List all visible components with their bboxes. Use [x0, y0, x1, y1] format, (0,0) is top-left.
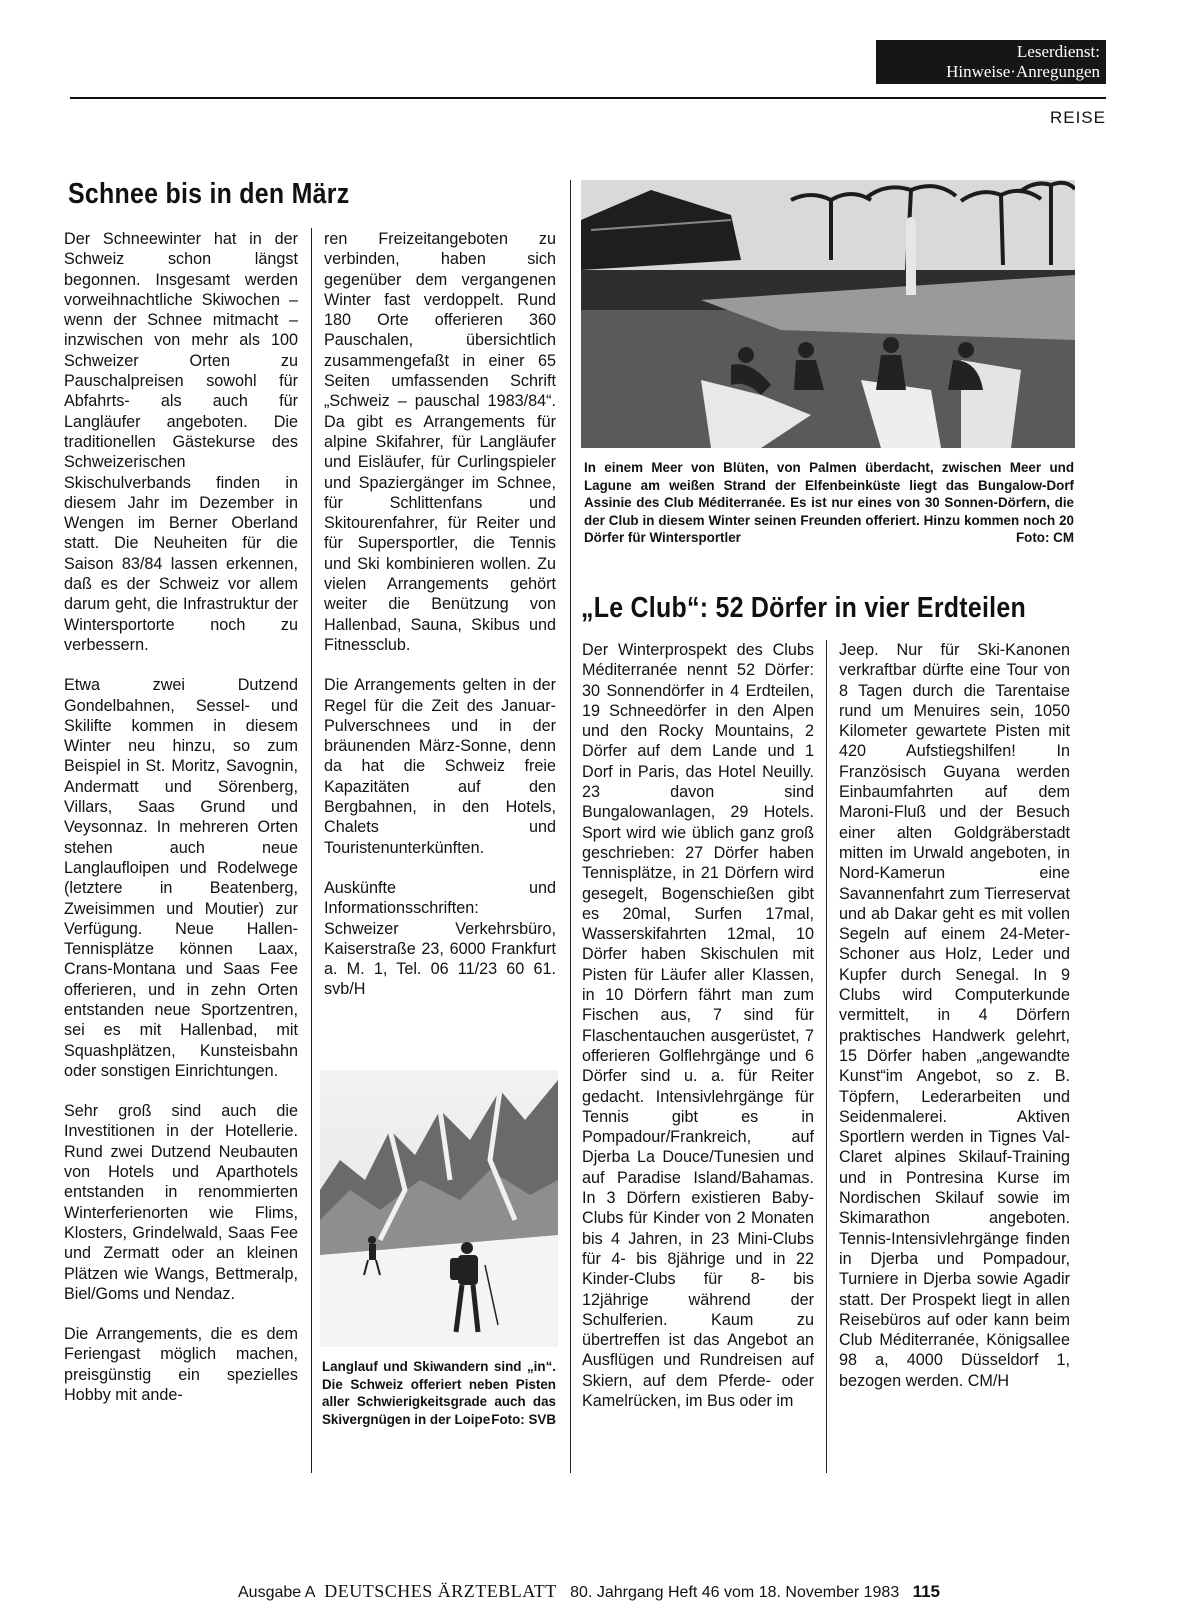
article1-paragraph: Der Schneewinter hat in der Schweiz schon längst begonnen. Insgesamt werden vorweihnachtliche Skiwochen – wenn der Schnee mitmacht – inzwischen von mehr als 100 Schweizer Orten zu Pauschalpreisen sowohl für Abfahrts- als auch für Langläufer angeboten. Die traditionellen Gästekurse des Schweizerischen Skischulverbands finden in diesem Jahr im Dezember in Wengen im Berner Oberland statt. Die Neuheiten für die Saison 83/84 lassen erkennen, daß es der Schweiz vor allem darum geht, die Infrastruktur der Wintersportorte noch zu verbessern.	[64, 230, 298, 654]
article1-paragraph: ren Freizeitangeboten zu verbinden, haben sich gegenüber dem vergangenen Winter fast verdoppelt. Rund 180 Orte offerieren 360 Pauschalen, übersichtlich zusammengefaßt in einer 65 Seiten umfassenden Schrift „Schweiz – pauschal 1983/84“. Da gibt es Arrangements für alpine Skifahrer, für Langläufer und Eisläufer, für Curlingspieler und Spaziergänger im Schnee, für Schlittenfans und Skitourenfahrer, für Reiter und für Supersportler, die Tennis und Ski kombinieren wollen. Zu vielen Arrangements gehört weiter die Benützung von Hallenbad, Sauna, Skibus und Fitnessclub.	[324, 230, 556, 654]
article1-column-2	[324, 229, 556, 1000]
ski-photo-caption-text: Langlauf und Skiwandern sind „in“. Die Schweiz offeriert neben Pisten aller Schwierigkeitsgrade auch das Skivergnügen in der Loipe	[322, 1359, 556, 1427]
club-photo-caption	[584, 459, 1074, 547]
article1-title: Schnee bis in den März	[68, 178, 350, 210]
footer-edition: Ausgabe A	[238, 1584, 316, 1601]
article2-column-1	[582, 640, 814, 1411]
section-label: REISE	[1049, 108, 1106, 127]
footer-issue: 80. Jahrgang Heft 46 vom 18. November 1983	[570, 1584, 900, 1601]
page-footer	[238, 1581, 940, 1602]
article1-paragraph: Auskünfte und Informationsschriften: Schweizer Verkehrsbüro, Kaiserstraße 23, 6000 Frankfurt a. M. 1, Tel. 06 11/23 60 61. svb/H	[324, 878, 556, 999]
article1-paragraph: Die Arrangements, die es dem Feriengast möglich machen, preisgünstig ein spezielles Hobby mit ande-	[64, 1325, 298, 1405]
article1-paragraph: Etwa zwei Dutzend Gondelbahnen, Sessel- und Skilifte kommen in diesem Winter neu hinzu, so zum Beispiel in St. Moritz, Savognin, Andermatt und Sörenberg, Villars, Saas Grund und Veysonnaz. In mehreren Orten stehen auch neue Langlaufloipen und Rodelwege (letztere in Beatenberg, Zweisimmen und Moutier) zur Verfügung. Neue Hallen-Tennisplätze können Laax, Crans-Montana und Saas Fee offerieren, und in zehn Orten entstanden neue Sportzentren, sei es mit Hallenbad, mit Squashplätzen, Kunsteisbahn oder sonstigen Einrichtungen.	[64, 676, 298, 1080]
club-photo-credit: Foto: CM	[1015, 530, 1074, 545]
article2-title: „Le Club“: 52 Dörfer in vier Erdteilen	[581, 592, 1026, 624]
article1-paragraph: Die Arrangements gelten in der Regel für die Zeit des Januar-Pulverschnees und in der bräunenden März-Sonne, denn da hat die Schweiz freie Kapazitäten auf den Bergbahnen, in den Hotels, Chalets und Touristenunterkünften.	[324, 676, 556, 857]
column-divider	[311, 228, 312, 1473]
article1-paragraph: Sehr groß sind auch die Investitionen in der Hotellerie. Rund zwei Dutzend Neubauten von Hotels und Aparthotels entstanden in renommierten Winterferienorten wie Flims, Klosters, Grindelwald, Saas Fee und Zermatt oder an kleinen Plätzen wie Wangs, Bettmeralp, Biel/Goms und Nendaz.	[64, 1102, 298, 1303]
ski-photo-credit: Foto: SVB	[491, 1411, 556, 1427]
column-divider	[570, 180, 571, 1473]
club-photo	[581, 180, 1075, 448]
article2-paragraph: Der Winterprospekt des Clubs Méditerranée nennt 52 Dörfer: 30 Sonnendörfer in 4 Erdteilen, 19 Schneedörfer in den Alpen und den Rocky Mountains, 2 Dörfer auf dem Lande und 1 Dorf in Paris, das Hotel Neuilly. 23 davon sind Bungalowanlagen, 29 Hotels. Sport wird wie üblich ganz groß geschrieben: 27 Dörfer haben Tennisplätze, in 21 Dörfern wird gesegelt, Bogenschießen gibt es 20mal, Surfen 17mal, Wasserskifahrten 12mal, 10 Dörfer haben Skischulen mit Pisten für Läufer aller Klassen, in 10 Dörfern fährt man zum Fischen aus, 7 sind für Flaschentauchen ausgerüstet, 7 offerieren Golflehrgänge und 6 Dörfer sind u. a. für Reiter gedacht. Intensivlehrgänge für Tennis gibt es in Pompadour/Frankreich, auf Djerba La Douce/Tunesien und auf Paradise Island/Bahamas. In 3 Dörfern existieren Baby-Clubs für Kinder von 2 Monaten bis 4 Jahren, in 23 Mini-Clubs für 4- bis 8jährige und in 22 Kinder-Clubs für 8- bis 12jährige während der Schulferien. Kaum zu übertreffen ist das Angebot an Ausflügen und Rundreisen auf Skiern, auf dem Pferde- oder Kamelrücken, im Bus oder im	[582, 641, 814, 1410]
section-badge	[876, 40, 1106, 84]
article2-paragraph: Jeep. Nur für Ski-Kanonen verkraftbar dürfte eine Tour von 8 Tagen durch die Tarentaise rund um Menuires sein, 1050 Kilometer gewartete Pisten mit 420 Aufstiegshilfen! In Französisch Guyana werden Einbaumfahrten auf dem Maroni-Fluß und der Besuch einer alten Goldgräberstadt mitten im Urwald angeboten, in Nord-Kamerun eine Savannenfahrt zum Tierreservat und ab Dakar geht es mit vollen Segeln auf einem 24-Meter-Schoner aus Holz, Leder und Kupfer durch Senegal. In 9 Clubs wird Computerkunde vermittelt, in 4 Dörfern praktisches Handwerk gelehrt, 15 Dörfer haben „angewandte Kunst“im Angebot, so z. B. Töpfern, Lederarbeiten und Seidenmalerei. Aktiven Sportlern werden in Tignes Val-Claret alpines Skilauf-Training und in Pontresina Kurse im Nordischen Skilauf sowie im Skimarathon angeboten. Tennis-Intensivlehrgänge finden in Djerba und Pompadour, Turniere in Djerba sowie Agadir statt. Der Prospekt liegt in allen Reisebüros auf oder kann beim Club Méditerranée, Königsallee 98 a, 4000 Düsseldorf 1, bezogen werden. CM/H	[839, 641, 1070, 1390]
badge-line-1: Leserdienst:	[1016, 42, 1100, 61]
column-divider	[826, 640, 827, 1473]
ski-photo-caption	[322, 1358, 556, 1428]
badge-line-2: Hinweise·Anregungen	[946, 62, 1100, 81]
ski-photo	[320, 1070, 558, 1347]
page-number: 115	[912, 1582, 941, 1601]
club-photo-caption-text: In einem Meer von Blüten, von Palmen überdacht, zwischen Meer und Lagune am weißen Strand der Elfenbeinküste liegt das Bungalow-Dorf Assinie des Club Méditerranée. Es ist nur eines von 30 Sonnen-Dörfern, die der Club in diesem Winter seinen Freunden offeriert. Hinzu kommen noch 20 Dörfer für Wintersportler	[584, 460, 1074, 545]
footer-magazine: DEUTSCHES ÄRZTEBLATT	[324, 1581, 557, 1601]
header-rule	[70, 97, 1106, 99]
article1-column-1	[64, 229, 298, 1405]
article2-column-2	[839, 640, 1070, 1391]
